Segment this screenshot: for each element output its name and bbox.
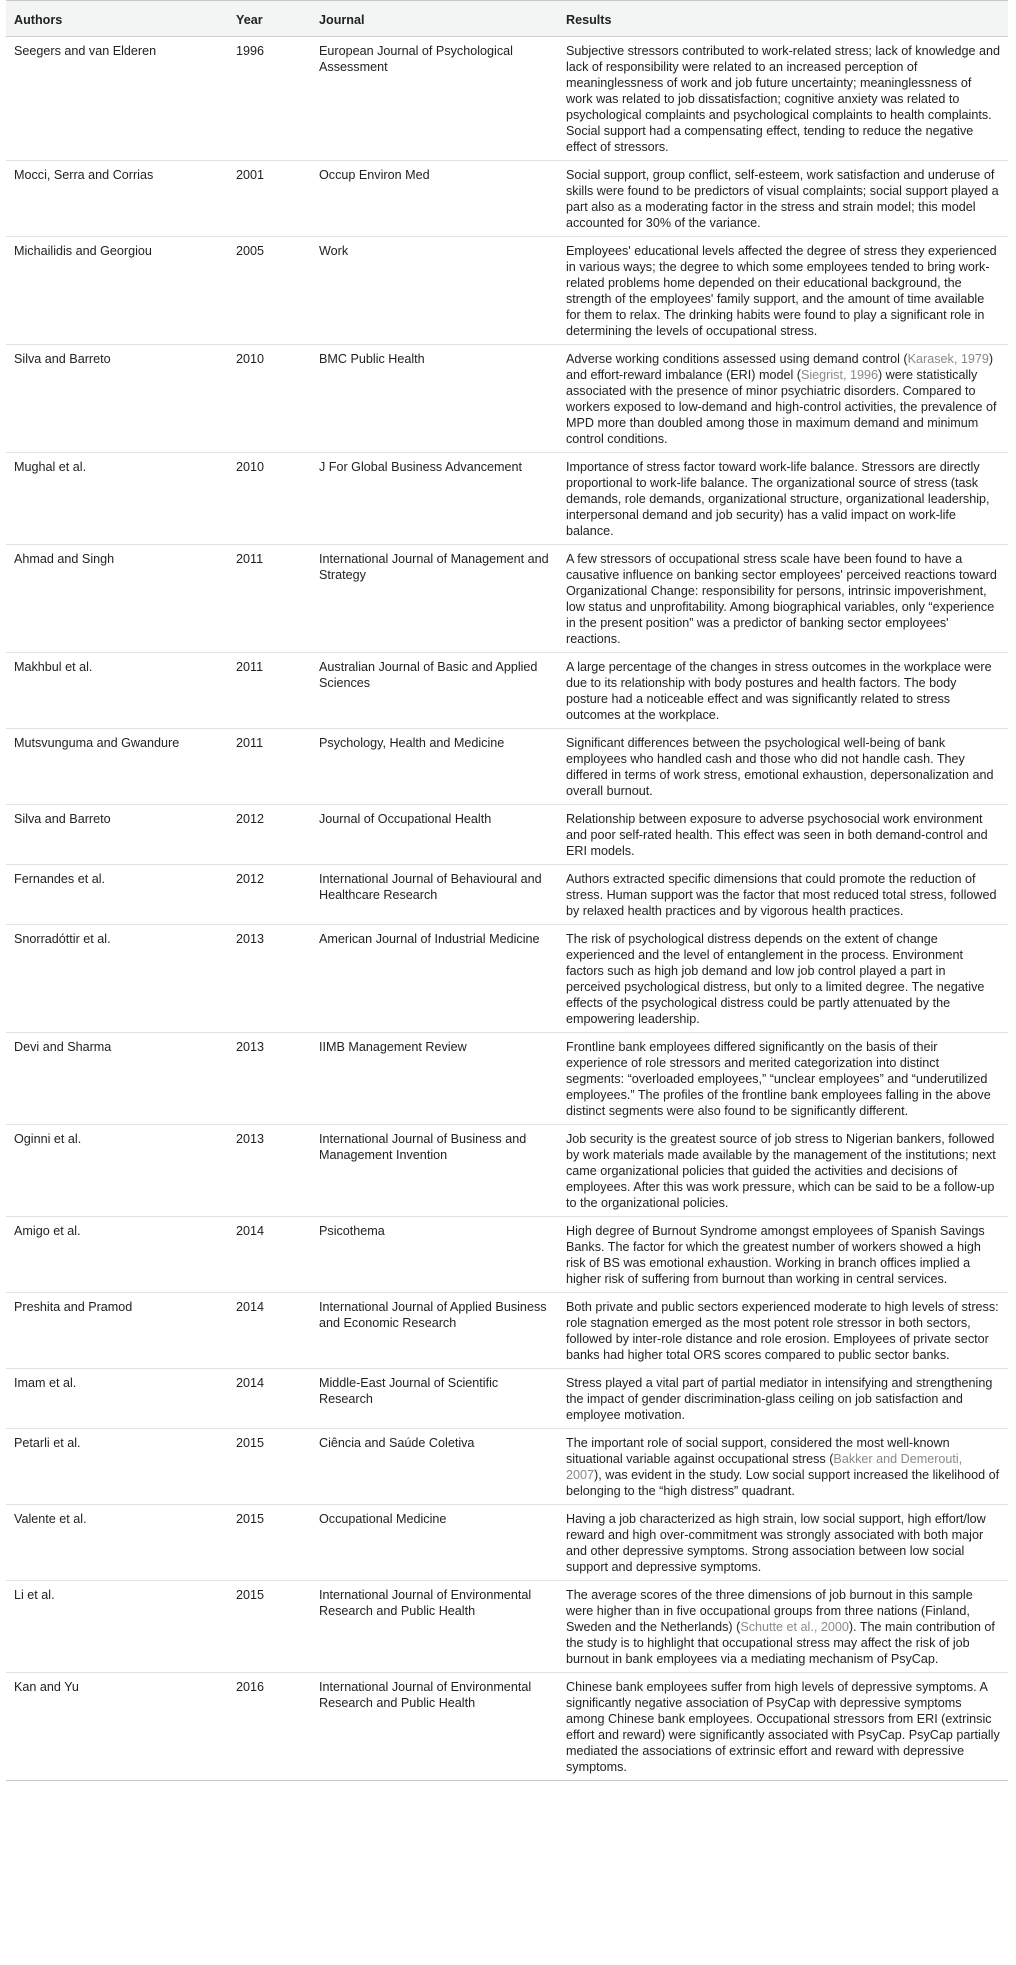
results-text: Chinese bank employees suffer from high levels of depressive symptoms. A significantly negative association of PsyCap with depressive symptoms among Chinese bank employees. Occupational stressors from ERI (extrinsic effort and reward) were significantly associated with PsyCap. PsyCap partially mediated the associations of extrinsic effort and reward with depressive symptoms. — [566, 1680, 1000, 1774]
table-row — [6, 925, 1008, 1033]
table-row — [6, 1293, 1008, 1369]
cell-journal: International Journal of Behavioural and Healthcare Research — [311, 865, 558, 925]
table-row — [6, 345, 1008, 453]
table-row — [6, 237, 1008, 345]
table-row — [6, 1125, 1008, 1217]
cell-journal: International Journal of Environmental Research and Public Health — [311, 1673, 558, 1781]
results-text: The average scores of the three dimensions of job burnout in this sample were higher than in five occupational groups from three nations (Finland, Sweden and the Netherlands) ( — [566, 1588, 973, 1634]
cell-results — [558, 653, 1008, 729]
cell-journal: European Journal of Psychological Assessment — [311, 37, 558, 161]
cell-authors: Silva and Barreto — [6, 805, 228, 865]
results-text: ), was evident in the study. Low social support increased the likelihood of belonging to the “high distress” quadrant. — [566, 1468, 1000, 1498]
cell-journal: Australian Journal of Basic and Applied Sciences — [311, 653, 558, 729]
cell-year: 2011 — [228, 653, 311, 729]
results-text: The risk of psychological distress depends on the extent of change experienced and the level of entanglement in the process. Environment factors such as high job demand and low job control played a part in perceived psychological distress, but only to a limited degree. The negative effects of the psychological distress could be partly attenuated by the empowering leadership. — [566, 932, 985, 1026]
table-row — [6, 1217, 1008, 1293]
cell-results — [558, 805, 1008, 865]
cell-results — [558, 237, 1008, 345]
cell-authors: Amigo et al. — [6, 1217, 228, 1293]
cell-results — [558, 1293, 1008, 1369]
cell-results — [558, 1581, 1008, 1673]
cell-year: 2010 — [228, 345, 311, 453]
table-row — [6, 1429, 1008, 1505]
table-row — [6, 545, 1008, 653]
cell-year: 2012 — [228, 805, 311, 865]
cell-journal: Occupational Medicine — [311, 1505, 558, 1581]
table-row — [6, 805, 1008, 865]
cell-authors: Imam et al. — [6, 1369, 228, 1429]
cell-authors: Kan and Yu — [6, 1673, 228, 1781]
table-row — [6, 865, 1008, 925]
cell-year: 2014 — [228, 1217, 311, 1293]
cell-authors: Petarli et al. — [6, 1429, 228, 1505]
cell-results — [558, 37, 1008, 161]
cell-authors: Li et al. — [6, 1581, 228, 1673]
cell-year: 2012 — [228, 865, 311, 925]
cell-year: 2013 — [228, 1125, 311, 1217]
cell-year: 2015 — [228, 1429, 311, 1505]
header-year: Year — [228, 1, 311, 37]
cell-year: 2010 — [228, 453, 311, 545]
cell-year: 2015 — [228, 1581, 311, 1673]
cell-results — [558, 1429, 1008, 1505]
header-results: Results — [558, 1, 1008, 37]
cell-journal: J For Global Business Advancement — [311, 453, 558, 545]
results-text: Both private and public sectors experienced moderate to high levels of stress: role stagnation emerged as the most potent role stressor in both sectors, followed by inter-role distance and role erosion. Employees of private sector banks had higher total ORS scores compared to public sector banks. — [566, 1300, 999, 1362]
citation-link[interactable]: Karasek, 1979 — [907, 352, 989, 366]
cell-results — [558, 865, 1008, 925]
results-text: Subjective stressors contributed to work-related stress; lack of knowledge and lack of responsibility were related to an increased perception of meaninglessness of work and job future uncertainty; meaninglessness of work was related to job dissatisfaction; cognitive anxiety was related to psychological complaints and psychological complaints to health complaints. — [566, 44, 1000, 122]
cell-results — [558, 453, 1008, 545]
citation-link[interactable]: Schutte et al., 2000 — [740, 1620, 849, 1634]
cell-year: 2011 — [228, 545, 311, 653]
results-text: Adverse working conditions assessed using demand control ( — [566, 352, 908, 366]
cell-authors: Mughal et al. — [6, 453, 228, 545]
table-row — [6, 1673, 1008, 1781]
results-text: A few stressors of occupational stress scale have been found to have a causative influence on banking sector employees' perceived reactions toward Organizational Change: responsibility for persons, intrinsic impoverishment, low status and unprofitability. Among biographical variables, only “experience in the present position” was a predictor of banking sector employees' reactions. — [566, 552, 997, 646]
header-row — [6, 1, 1008, 37]
cell-year: 2013 — [228, 925, 311, 1033]
results-text: Stress played a vital part of partial mediator in intensifying and strengthening the impact of gender discrimination-glass ceiling on job satisfaction and employee motivation. — [566, 1376, 993, 1422]
cell-results — [558, 545, 1008, 653]
table-row — [6, 729, 1008, 805]
cell-results — [558, 1505, 1008, 1581]
cell-authors: Mocci, Serra and Corrias — [6, 161, 228, 237]
results-text: Significant differences between the psychological well-being of bank employees who handled cash and those who did not handle cash. They differed in terms of work stress, emotional exhaustion, depersonalization and overall burnout. — [566, 736, 994, 798]
cell-year: 2016 — [228, 1673, 311, 1781]
cell-year: 2011 — [228, 729, 311, 805]
table-row — [6, 1369, 1008, 1429]
cell-authors: Snorradóttir et al. — [6, 925, 228, 1033]
results-text: Social support, group conflict, self-esteem, work satisfaction and underuse of skills were found to be predictors of visual complaints; social support played a part also as a moderating factor in the stress and strain model; this model accounted for 30% of the variance. — [566, 168, 999, 230]
results-text: Social support had a compensating effect, tending to reduce the negative effect of stressors. — [566, 124, 974, 154]
header-journal: Journal — [311, 1, 558, 37]
table-body — [6, 37, 1008, 1781]
cell-year: 2014 — [228, 1293, 311, 1369]
table-row — [6, 1581, 1008, 1673]
results-text: ) and effort-reward imbalance (ERI) model ( — [566, 352, 994, 382]
cell-results — [558, 1673, 1008, 1781]
cell-journal: International Journal of Applied Business and Economic Research — [311, 1293, 558, 1369]
cell-results — [558, 729, 1008, 805]
table-row — [6, 1505, 1008, 1581]
cell-authors: Mutsvunguma and Gwandure — [6, 729, 228, 805]
cell-journal: Ciência and Saúde Coletiva — [311, 1429, 558, 1505]
table-row — [6, 37, 1008, 161]
table-row — [6, 653, 1008, 729]
studies-table — [6, 0, 1008, 1781]
cell-journal: Middle-East Journal of Scientific Research — [311, 1369, 558, 1429]
cell-results — [558, 925, 1008, 1033]
cell-authors: Devi and Sharma — [6, 1033, 228, 1125]
citation-link[interactable]: Bakker and Demerouti, 2007 — [566, 1452, 963, 1482]
cell-results — [558, 1217, 1008, 1293]
results-text: Job security is the greatest source of job stress to Nigerian bankers, followed by work materials made available by the management of the institutions; next came organizational policies that guided the activities and decisions of employees. After this was work pressure, which can be said to be a follow-up to the organizational policies. — [566, 1132, 996, 1210]
cell-results — [558, 1125, 1008, 1217]
cell-results — [558, 1369, 1008, 1429]
cell-journal: American Journal of Industrial Medicine — [311, 925, 558, 1033]
cell-year: 2015 — [228, 1505, 311, 1581]
cell-year: 2001 — [228, 161, 311, 237]
cell-results — [558, 1033, 1008, 1125]
cell-authors: Seegers and van Elderen — [6, 37, 228, 161]
cell-year: 2013 — [228, 1033, 311, 1125]
table-row — [6, 453, 1008, 545]
cell-authors: Valente et al. — [6, 1505, 228, 1581]
cell-authors: Fernandes et al. — [6, 865, 228, 925]
results-text: Authors extracted specific dimensions that could promote the reduction of stress. Human support was the factor that most reduced total stress, followed by relaxed health practices and by vigorous health practices. — [566, 872, 997, 918]
cell-authors: Makhbul et al. — [6, 653, 228, 729]
cell-journal: International Journal of Management and Strategy — [311, 545, 558, 653]
cell-journal: Psicothema — [311, 1217, 558, 1293]
table-row — [6, 161, 1008, 237]
results-text: Relationship between exposure to adverse psychosocial work environment and poor self-rated health. This effect was seen in both demand-control and ERI models. — [566, 812, 988, 858]
results-text: Having a job characterized as high strain, low social support, high effort/low reward and high over-commitment was strongly associated with both major and other depressive symptoms. Strong association between low social support and depressive symptoms. — [566, 1512, 986, 1574]
cell-authors: Silva and Barreto — [6, 345, 228, 453]
cell-authors: Oginni et al. — [6, 1125, 228, 1217]
cell-journal: International Journal of Environmental Research and Public Health — [311, 1581, 558, 1673]
header-authors: Authors — [6, 1, 228, 37]
table-row — [6, 1033, 1008, 1125]
cell-journal: IIMB Management Review — [311, 1033, 558, 1125]
results-text: A large percentage of the changes in stress outcomes in the workplace were due to its relationship with body postures and health factors. The body posture had a noticeable effect and was significantly related to stress outcomes at the workplace. — [566, 660, 992, 722]
results-text: High degree of Burnout Syndrome amongst employees of Spanish Savings Banks. The factor for which the greatest number of workers showed a high risk of BS was emotional exhaustion. Working in branch offices implied a higher risk of suffering from burnout than working in central services. — [566, 1224, 985, 1286]
cell-journal: Journal of Occupational Health — [311, 805, 558, 865]
results-text: Frontline bank employees differed significantly on the basis of their experience of role stressors and merited categorization into distinct segments: “overloaded employees,” “unclear employees” and “underutilized employees.” The profiles of the frontline bank employees falling in the above distinct segments were also found to be significantly different. — [566, 1040, 991, 1118]
cell-journal: Work — [311, 237, 558, 345]
cell-authors: Preshita and Pramod — [6, 1293, 228, 1369]
cell-journal: Occup Environ Med — [311, 161, 558, 237]
results-text: Employees' educational levels affected the degree of stress they experienced in various ways; the degree to which some employees tended to bring work-related problems home depended on their educational background, the strength of the employees' family support, and the amount of time available for them to relax. The drinking habits were found to play a significant role in determining the levels of occupational stress. — [566, 244, 997, 338]
results-text: ) were statistically associated with the presence of minor psychiatric disorders. Compared to workers exposed to low-demand and high-control activities, the prevalence of MPD more than doubled among those in maximum demand and minimum control conditions. — [566, 368, 997, 446]
results-text: ). The main contribution of the study is to highlight that occupational stress may affect the risk of job burnout in bank employees via a mediating mechanism of PsyCap. — [566, 1620, 995, 1666]
cell-authors: Michailidis and Georgiou — [6, 237, 228, 345]
cell-journal: Psychology, Health and Medicine — [311, 729, 558, 805]
cell-results — [558, 345, 1008, 453]
citation-link[interactable]: Siegrist, 1996 — [800, 368, 878, 382]
cell-year: 2014 — [228, 1369, 311, 1429]
cell-authors: Ahmad and Singh — [6, 545, 228, 653]
results-text: The important role of social support, considered the most well-known situational variable against occupational stress ( — [566, 1436, 950, 1466]
cell-results — [558, 161, 1008, 237]
results-text: Importance of stress factor toward work-life balance. Stressors are directly proportional to work-life balance. The organizational source of stress (task demands, role demands, organizational structure, organizational leadership, interpersonal demand and job security) has a valid impact on work-life balance. — [566, 460, 990, 538]
cell-journal: International Journal of Business and Management Invention — [311, 1125, 558, 1217]
cell-journal: BMC Public Health — [311, 345, 558, 453]
cell-year: 1996 — [228, 37, 311, 161]
cell-year: 2005 — [228, 237, 311, 345]
